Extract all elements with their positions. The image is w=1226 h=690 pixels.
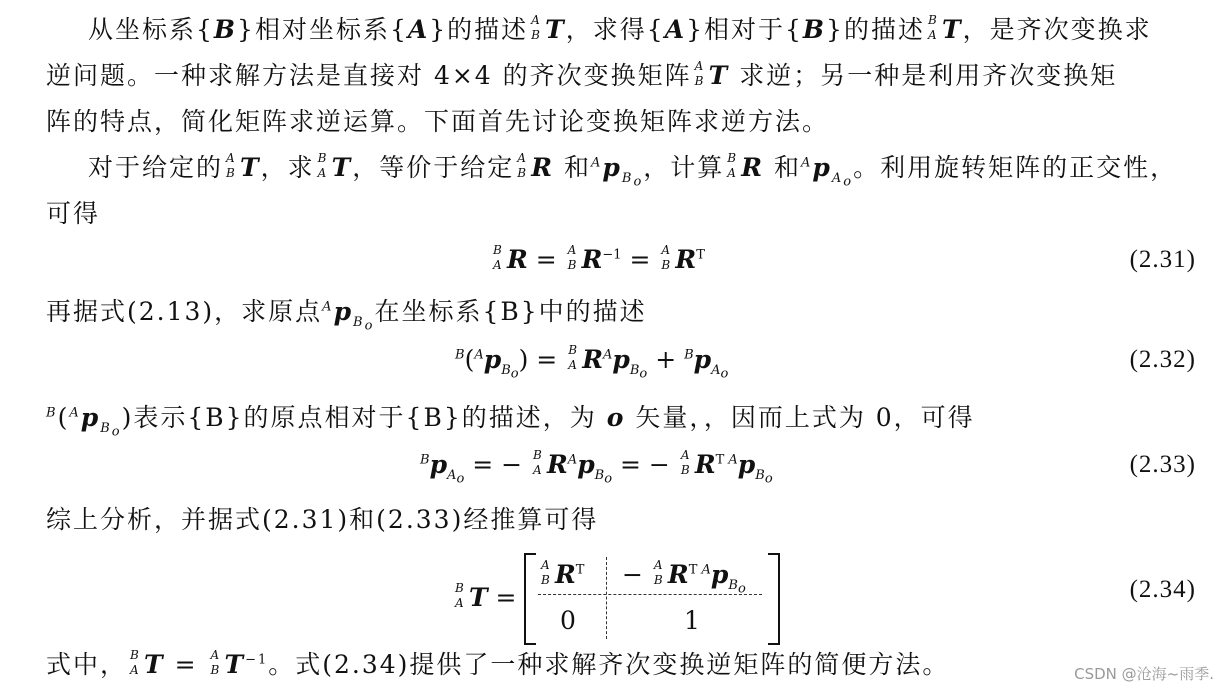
equation-number-2-31: (2.31)	[1129, 246, 1196, 273]
text-conclusion-prefix: 式中，	[46, 650, 128, 679]
paragraph-2-line-2: 可得	[46, 199, 101, 228]
paragraph-1-line-3: 阵的特点，简化矩阵求逆运算。下面首先讨论变换矩阵求逆方法。	[46, 107, 830, 136]
text-line-zero-vector: $^B(^Ap_{B_o})$表示{B}的原点相对于{B}的描述，为 o 矢量，，因而上式为 0，可得	[46, 403, 975, 440]
text-origin-prefix: 再据式(2.13)，求原点	[46, 297, 323, 326]
matrix-right-bracket	[768, 553, 780, 645]
paragraph-1-line-2: 逆问题。一种求解方法是直接对 4×4 的齐次变换矩阵 A B T 求逆；另一种是利用齐次变换矩	[46, 59, 1118, 90]
paragraph-1-line-1: 从坐标系{B}相对坐标系{A}的描述 A B T，求得{A}相对于{B}的描述 B A T，是齐次变换求	[88, 13, 1152, 44]
equation-2-31: B A R = A B $R^{-1}$ = A B $R^T$	[493, 243, 705, 274]
text-origin-suffix: 在坐标系{B}中的描述	[374, 297, 647, 326]
text-zero-vector-suffix: 矢量，，因而上式为 0，可得	[635, 403, 975, 432]
paragraph-2-line-1: 对于给定的 A B T，求 B A T，等价于给定 A B R 和$^Ap_{B_o}$，计算 B A R 和$^Ap_{A_o}$。利用旋转矩阵的正交性，	[88, 151, 1178, 190]
equation-number-2-33: (2.33)	[1129, 451, 1196, 478]
text-line-conclusion: 式中， B A T = A B $T^{-1}$。式(2.34)提供了一种求解齐次变换逆矩阵的简便方法。	[46, 648, 950, 679]
matrix-cell-rotation-transpose: A B $R^T$	[541, 558, 585, 589]
matrix-cell-zero: 0	[560, 606, 576, 635]
equation-2-34	[452, 553, 782, 643]
equation-number-2-34: (2.34)	[1129, 576, 1196, 603]
text-conclusion-suffix: 。式(2.34)提供了一种求解齐次变换逆矩阵的简便方法。	[268, 650, 950, 679]
equation-2-33: $^Bp_{A_o}$ = − B A $R^Ap_{B_o}$ = − A B $R^{T A}p_{B_o}$	[420, 448, 773, 487]
o-vector-symbol: o	[606, 403, 626, 432]
text-zero-vector-prefix: 表示{B}的原点相对于{B}的描述，为	[133, 403, 597, 432]
csdn-watermark: CSDN @沧海~雨季.	[1074, 665, 1214, 683]
matrix-left-bracket	[524, 553, 536, 645]
matrix-vertical-partition	[606, 557, 607, 639]
text-line-summary: 综上分析，并据式(2.31)和(2.33)经推算可得	[46, 505, 599, 534]
text-line-origin: 再据式(2.13)，求原点$^Ap_{B_o}$在坐标系{B}中的描述	[46, 297, 647, 334]
matrix-cell-translation: − A B $R^{T A}p_{B_o}$	[622, 558, 746, 597]
equation-number-2-32: (2.32)	[1129, 346, 1196, 373]
matrix-cell-one: 1	[684, 606, 700, 635]
equation-2-32: $^B(^Ap_{B_o})$ = B A $R^Ap_{B_o} + ^Bp_{A_o}$	[455, 343, 729, 382]
matrix-lhs: B A T =	[455, 581, 517, 612]
